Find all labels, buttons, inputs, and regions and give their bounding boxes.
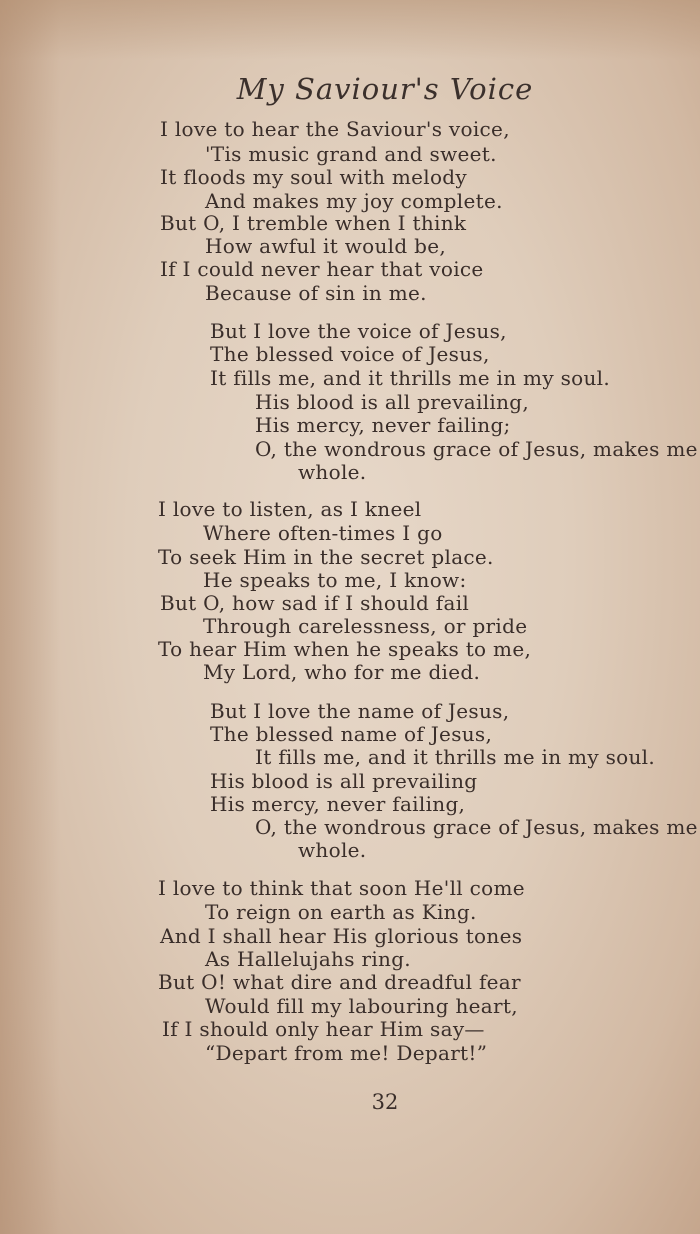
- chorus2-line-4: His blood is all prevailing: [210, 769, 478, 793]
- verse2-line-5: But O, how sad if I should fail: [160, 591, 470, 615]
- verse2-line-8: My Lord, who for me died.: [203, 660, 481, 684]
- verse3-line-1: I love to think that soon He'll come: [158, 876, 525, 900]
- chorus1-line-1: But I love the voice of Jesus,: [210, 319, 507, 343]
- chorus1-line-5: His mercy, never failing;: [255, 413, 511, 437]
- chorus2-line-6: O, the wondrous grace of Jesus, makes me: [255, 815, 698, 839]
- chorus2-line-7: whole.: [298, 838, 367, 862]
- chorus1-line-6: O, the wondrous grace of Jesus, makes me: [255, 437, 698, 461]
- verse3-line-8: “Depart from me! Depart!”: [205, 1041, 488, 1065]
- verse1-line-1: I love to hear the Saviour's voice,: [160, 117, 510, 141]
- verse3-line-5: But O! what dire and dreadful fear: [158, 970, 521, 994]
- verse1-line-6: How awful it would be,: [205, 234, 447, 258]
- chorus1-line-3: It fills me, and it thrills me in my soul.: [210, 366, 611, 390]
- chorus2-line-3: It fills me, and it thrills me in my soul.: [255, 745, 656, 769]
- verse1-line-4: And makes my joy complete.: [205, 189, 503, 213]
- verse3-line-3: And I shall hear His glorious tones: [160, 924, 523, 948]
- verse2-line-6: Through carelessness, or pride: [203, 614, 528, 638]
- verse3-line-2: To reign on earth as King.: [205, 900, 477, 924]
- chorus2-line-1: But I love the name of Jesus,: [210, 699, 510, 723]
- hymn-title: My Saviour's Voice: [236, 72, 534, 106]
- page-edge-shade-left: [0, 0, 60, 1234]
- chorus2-line-2: The blessed name of Jesus,: [210, 722, 493, 746]
- chorus2-line-5: His mercy, never failing,: [210, 792, 466, 816]
- chorus1-line-2: The blessed voice of Jesus,: [210, 342, 490, 366]
- verse1-line-8: Because of sin in me.: [205, 281, 427, 305]
- page-edge-shade-top: [0, 0, 700, 60]
- verse2-line-7: To hear Him when he speaks to me,: [158, 637, 532, 661]
- chorus1-line-4: His blood is all prevailing,: [255, 390, 530, 414]
- verse1-line-5: But O, I tremble when I think: [160, 211, 467, 235]
- verse3-line-6: Would fill my labouring heart,: [205, 994, 518, 1018]
- verse1-line-7: If I could never hear that voice: [160, 257, 484, 281]
- verse2-line-4: He speaks to me, I know:: [203, 568, 467, 592]
- chorus1-line-7: whole.: [298, 460, 367, 484]
- page-number: 32: [371, 1090, 399, 1114]
- verse1-line-3: It floods my soul with melody: [160, 165, 467, 189]
- verse2-line-3: To seek Him in the secret place.: [158, 545, 494, 569]
- verse1-line-2: 'Tis music grand and sweet.: [205, 142, 497, 166]
- verse3-line-4: As Hallelujahs ring.: [205, 947, 411, 971]
- verse2-line-1: I love to listen, as I kneel: [158, 497, 422, 521]
- verse2-line-2: Where often-times I go: [203, 521, 443, 545]
- verse3-line-7: If I should only hear Him say—: [162, 1017, 485, 1041]
